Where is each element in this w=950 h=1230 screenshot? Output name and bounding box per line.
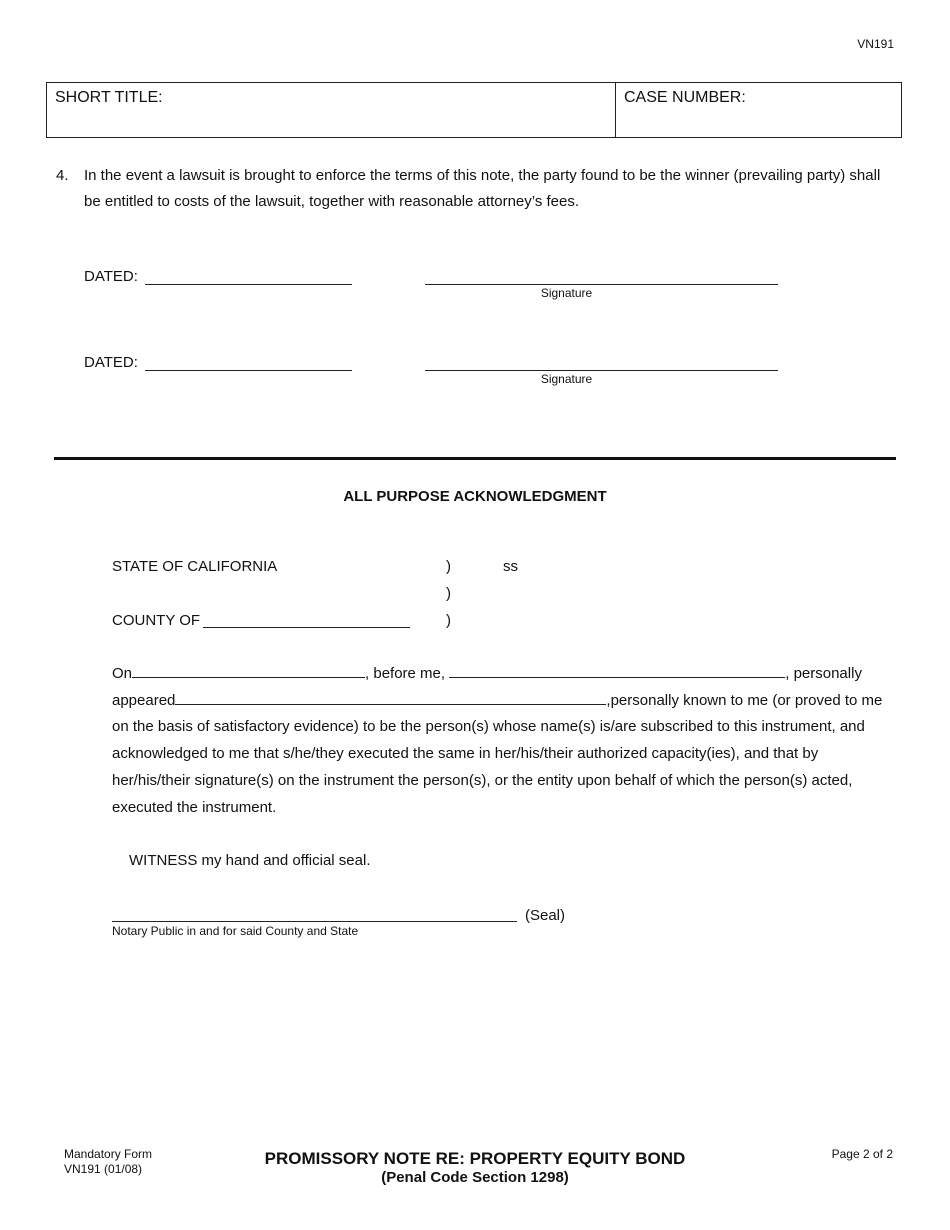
form-id: VN191 — [857, 37, 894, 51]
signature-field[interactable] — [425, 370, 778, 371]
form-version: VN191 (01/08) — [64, 1162, 143, 1176]
state-label: STATE OF CALIFORNIA — [112, 558, 278, 575]
case-number-label: CASE NUMBER: — [624, 89, 746, 106]
dated-label: DATED: — [84, 268, 138, 285]
short-title-field[interactable] — [47, 83, 616, 137]
on-label: On — [112, 665, 133, 682]
dated-field[interactable] — [145, 284, 352, 285]
appeared-label: appeared — [112, 691, 176, 709]
before-me-text: , before me, — [365, 665, 450, 682]
notary-signature-field[interactable] — [112, 921, 517, 922]
dated-label: DATED: — [84, 354, 138, 371]
venue-paren: ) — [446, 558, 451, 575]
notary-caption: Notary Public in and for said County and State — [112, 924, 359, 938]
section-divider — [54, 457, 896, 460]
venue-paren: ) — [446, 585, 451, 602]
paragraph-text: In the event a lawsuit is brought to enforce the terms of this note, the party found to be the winner (prevailing party) shall be entitled to costs of the lawsuit, together with reasonable attorney’s fees. — [84, 167, 881, 210]
mandatory-form-label: Mandatory Form — [64, 1147, 153, 1161]
witness-statement: WITNESS my hand and official seal. — [129, 852, 371, 869]
acknowledgment-body — [112, 661, 897, 821]
signature-caption: Signature — [540, 372, 593, 386]
acknowledgment-heading: ALL PURPOSE ACKNOWLEDGMENT — [343, 488, 607, 505]
venue-paren: ) — [446, 612, 451, 629]
case-number-field[interactable] — [616, 83, 901, 137]
short-title-label: SHORT TITLE: — [55, 89, 163, 106]
appeared-name-field[interactable] — [175, 690, 606, 705]
document-subtitle: (Penal Code Section 1298) — [381, 1169, 569, 1186]
acknowledgment-text: ,personally known to me (or proved to me on the basis of satisfactory evidence) to be the person(s) whose name(s) is/are subscribed to this instrument, and acknowledged to me that s/he/they executed the same in her/his/their authorized capacity(ies), and that by her/his/their signature(s) on the instrument the person(s), or the entity upon behalf of which the person(s) acted, executed the instrument. — [112, 691, 883, 816]
ss-label: ss — [503, 558, 518, 575]
caption-box — [46, 82, 902, 138]
personally-text: , personally — [785, 665, 862, 682]
paragraph-number: 4. — [56, 167, 69, 184]
dated-field[interactable] — [145, 370, 352, 371]
page-number: Page 2 of 2 — [831, 1147, 893, 1161]
county-label: COUNTY OF — [112, 612, 201, 629]
county-field[interactable] — [203, 627, 410, 628]
signature-field[interactable] — [425, 284, 778, 285]
document-title: PROMISSORY NOTE RE: PROPERTY EQUITY BOND — [264, 1149, 686, 1168]
signature-caption: Signature — [540, 286, 593, 300]
date-field[interactable] — [132, 663, 365, 678]
officer-name-field[interactable] — [449, 663, 785, 678]
seal-label: (Seal) — [525, 907, 566, 924]
